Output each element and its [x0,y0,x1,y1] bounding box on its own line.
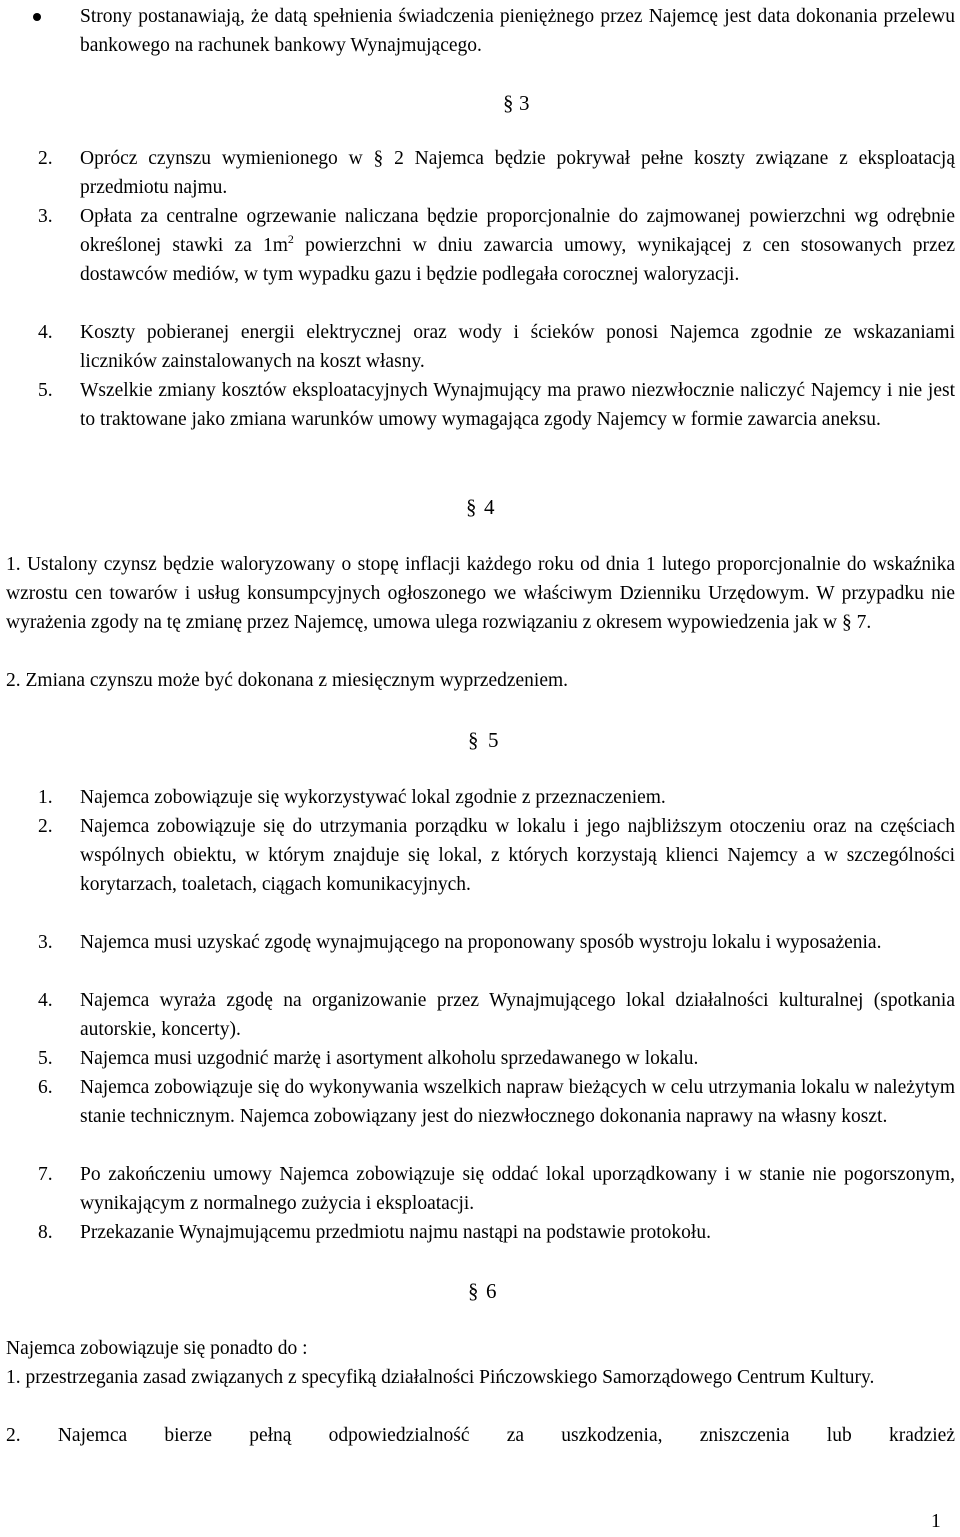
item-text-part-b: powierzchni w dniu zawarcia umowy, wynikającej z cen stosowanych przez dostawców mediów, w tym wypadku gazu i będzie podlegała corocznej waloryzacji. [80,235,955,285]
item-number: 3. [38,206,53,227]
section-symbol: § [503,91,514,115]
item-text: Po zakończeniu umowy Najemca zobowiązuje się oddać lokal uporządkowany i w stanie nie pogorszonym, wynikającym z normalnego zużycia i eksploatacji. [80,1164,955,1214]
section4-item-1: 1. Ustalony czynsz będzie waloryzowany o stopę inflacji każdego roku od dnia 1 lutego proporcjonalnie do wskaźnika wzrostu cen towarów i usług konsumpcyjnych ogłoszonego we właściwym Dzienniku Urzędowym. W przypadku nie wyrażenia zgody na tę zmianę przez Najemcę, umowa ulega rozwiązaniu z okresem wypowiedzenia jak w § 7. [6,554,955,633]
page-number: 1 [931,1511,941,1532]
section6-item-1: 1. przestrzegania zasad związanych z specyfiką działalności Pińczowskiego Samorządowego Centrum Kultury. [6,1367,875,1388]
item-text: Najemca zobowiązuje się do utrzymania porządku w lokalu i jego najbliższym otoczeniu oraz na częściach wspólnych obiektu, w którym znajduje się lokal, z których korzystają klienci Najemcy a w szczególności korytarzach, toaletach, ciągach komunikacyjnych. [80,816,955,895]
section3-item-3 [38,202,955,289]
item-text: Wszelkie zmiany kosztów eksploatacyjnych Wynajmujący ma prawo niezwłocznie naliczyć Najemcy i nie jest to traktowane jako zmiana warunków umowy wymagająca zgody Najemcy w formie zawarcia aneksu. [80,380,955,430]
section-symbol: § [468,728,479,752]
section4-item-2: 2. Zmiana czynszu może być dokonana z miesięcznym wyprzedzeniem. [6,670,569,691]
section5-item-2 [38,812,955,899]
item-number: 1. [38,787,53,808]
item-number: 6. [38,1077,53,1098]
item-text-part-a: Opłata za centralne ogrzewanie naliczana będzie proporcjonalnie do zajmowanej powierzchni wg odrębnie określonej stawki za 1m [80,206,955,256]
item-number: 8. [38,1222,53,1243]
item-text: Najemca musi uzyskać zgodę wynajmującego na proponowany sposób wystroju lokalu i wyposażenia. [80,932,882,953]
section-number: 5 [488,728,499,752]
item-text: Najemca wyraża zgodę na organizowanie przez Wynajmującego lokal działalności kulturalnej (spotkania autorskie, koncerty). [80,990,955,1040]
section5-item-8 [38,1218,955,1247]
item-text: Oprócz czynszu wymienionego w § 2 Najemca będzie pokrywał pełne koszty związane z eksploatacją przedmiotu najmu. [80,148,955,198]
bullet-text: Strony postanawiają, że datą spełnienia świadczenia pieniężnego przez Najemcę jest data dokonania przelewu bankowego na rachunek bankowy Wynajmującego. [80,6,955,56]
superscript: 2 [287,232,294,246]
bullet-paragraph [33,2,955,60]
item-text: Przekazanie Wynajmującemu przedmiotu najmu nastąpi na podstawie protokołu. [80,1222,711,1243]
section5-item-7 [38,1160,955,1218]
item-text: Najemca zobowiązuje się wykorzystywać lokal zgodnie z przeznaczeniem. [80,787,666,808]
section3-item-4 [38,318,955,376]
section6-item-2: 2. Najemca bierze pełną odpowiedzialność za uszkodzenia, zniszczenia lub kradzież [6,1425,955,1446]
item-number: 4. [38,990,53,1011]
item-number: 2. [38,816,53,837]
section5-item-1 [38,783,955,812]
item-number: 5. [38,380,53,401]
section-number: 6 [486,1279,497,1303]
section5-item-6 [38,1073,955,1131]
section-number: 3 [519,91,530,115]
section3-item-2 [38,144,955,202]
item-number: 4. [38,322,53,343]
section5-item-5 [38,1044,955,1073]
item-text: Najemca musi uzgodnić marżę i asortyment alkoholu sprzedawanego w lokalu. [80,1048,699,1069]
item-number: 7. [38,1164,53,1185]
section3-item-5 [38,376,955,434]
bullet-icon [33,13,41,21]
item-text: Najemca zobowiązuje się do wykonywania wszelkich napraw bieżących w celu utrzymania lokalu w należytym stanie technicznym. Najemca zobowiązany jest do niezwłocznego dokonania naprawy na własny koszt. [80,1077,955,1127]
section6-intro: Najemca zobowiązuje się ponadto do : [6,1338,308,1359]
section5-item-3 [38,928,955,957]
section-symbol: § [468,1279,479,1303]
item-number: 2. [38,148,53,169]
section5-item-4 [38,986,955,1044]
item-text: Koszty pobieranej energii elektrycznej oraz wody i ścieków ponosi Najemca zgodnie ze wskazaniami liczników zainstalowanych na koszt własny. [80,322,955,372]
item-number: 5. [38,1048,53,1069]
section-symbol: § [466,495,477,519]
section-number: 4 [484,495,495,519]
item-text [80,202,955,289]
item-number: 3. [38,932,53,953]
